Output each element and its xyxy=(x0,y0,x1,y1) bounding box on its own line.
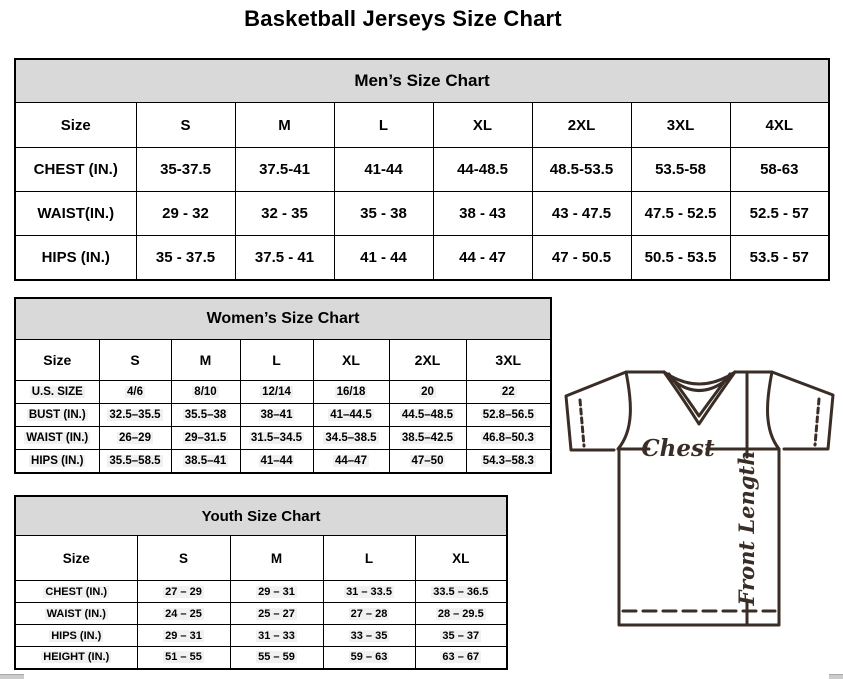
cell xyxy=(171,404,240,427)
left-cuff-dashed-line xyxy=(580,400,584,446)
cell: 47 - 50.5 xyxy=(532,236,631,280)
cell: 29 - 32 xyxy=(136,192,235,236)
mens-col-s: S xyxy=(136,103,235,148)
cell xyxy=(323,647,415,669)
cell-text: 44–47 xyxy=(335,454,367,467)
table-row xyxy=(15,236,829,280)
cell: 35 - 37.5 xyxy=(136,236,235,280)
cell-text: 22 xyxy=(501,386,515,398)
cell-text: 54.3–58.3 xyxy=(482,454,534,467)
cell xyxy=(171,381,240,404)
cell xyxy=(99,404,171,427)
youth-chart-title: Youth Size Chart xyxy=(15,496,507,536)
cell: 35 - 38 xyxy=(334,192,433,236)
mens-col-xl: XL xyxy=(433,103,532,148)
cell-text: 38–41 xyxy=(260,409,293,421)
row-label xyxy=(15,381,99,404)
mens-size-chart-table xyxy=(14,58,830,281)
womens-col-xl: XL xyxy=(313,340,389,381)
womens-col-size: Size xyxy=(15,340,99,381)
cell xyxy=(230,625,323,647)
cell: 38 - 43 xyxy=(433,192,532,236)
youth-col-s: S xyxy=(137,536,230,581)
cell-text: 24 – 25 xyxy=(165,607,202,620)
cell-text: 27 – 29 xyxy=(165,585,202,598)
table-row xyxy=(15,381,551,404)
cell xyxy=(466,427,551,450)
row-label xyxy=(15,647,137,669)
cell xyxy=(389,381,466,404)
cell-text: 29 – 31 xyxy=(258,585,295,598)
cell xyxy=(415,603,507,625)
row-label xyxy=(15,427,99,450)
cell-text: 55 – 59 xyxy=(258,651,295,664)
womens-chart-title-row xyxy=(15,298,551,340)
mens-header-row xyxy=(15,103,829,148)
row-label xyxy=(15,404,99,427)
cell xyxy=(171,450,240,473)
mens-chart-title: Men’s Size Chart xyxy=(15,59,829,103)
cell xyxy=(171,427,240,450)
youth-col-xl: XL xyxy=(415,536,507,581)
front-length-label: Front Length xyxy=(734,450,759,606)
cell xyxy=(137,647,230,669)
cell: 53.5-58 xyxy=(631,148,730,192)
table-row xyxy=(15,148,829,192)
cell-text: 33.5 – 36.5 xyxy=(433,585,489,598)
table-row xyxy=(15,404,551,427)
right-cuff-dashed-line xyxy=(815,399,819,445)
mens-chart-title-row xyxy=(15,59,829,103)
cell-text: 34.5–38.5 xyxy=(325,432,377,444)
cell-text: CHEST (IN.) xyxy=(45,585,108,598)
youth-col-m: M xyxy=(230,536,323,581)
table-row xyxy=(15,581,507,603)
table-row xyxy=(15,603,507,625)
row-label: HIPS (IN.) xyxy=(15,236,136,280)
cell-text: 52.8–56.5 xyxy=(482,409,534,421)
cell-text: 16/18 xyxy=(336,386,366,398)
cell-text: 8/10 xyxy=(194,386,217,398)
youth-col-size: Size xyxy=(15,536,137,581)
cell-text: 59 – 63 xyxy=(350,651,388,664)
cell xyxy=(240,381,313,404)
cell: 43 - 47.5 xyxy=(532,192,631,236)
cell xyxy=(466,381,551,404)
cell xyxy=(466,404,551,427)
chest-label: Chest xyxy=(641,435,715,462)
cell-text: HIPS (IN.) xyxy=(31,454,84,467)
cell xyxy=(389,404,466,427)
cell: 48.5-53.5 xyxy=(532,148,631,192)
bottom-left-fragment xyxy=(0,674,24,679)
cell xyxy=(389,427,466,450)
cell-text: 46.8–50.3 xyxy=(482,432,534,444)
jersey-right-armhole-seam xyxy=(768,372,779,449)
table-row xyxy=(15,625,507,647)
table-row xyxy=(15,647,507,669)
cell xyxy=(99,427,171,450)
womens-header-row xyxy=(15,340,551,381)
row-label: CHEST (IN.) xyxy=(15,148,136,192)
cell xyxy=(323,581,415,603)
cell-text: 35.5–38 xyxy=(184,409,227,421)
cell-text: HEIGHT (IN.) xyxy=(43,651,110,664)
cell xyxy=(99,450,171,473)
cell-text: 41–44.5 xyxy=(330,409,372,421)
cell-text: 4/6 xyxy=(127,386,143,398)
cell xyxy=(137,581,230,603)
cell-text: 29 – 31 xyxy=(165,629,202,642)
bottom-right-fragment xyxy=(829,674,843,679)
cell xyxy=(415,581,507,603)
mens-col-3xl: 3XL xyxy=(631,103,730,148)
jersey-left-armhole-seam xyxy=(618,372,630,449)
cell xyxy=(389,450,466,473)
cell xyxy=(240,450,313,473)
row-label: WAIST(IN.) xyxy=(15,192,136,236)
cell-text: 41–44 xyxy=(260,454,293,467)
cell xyxy=(230,581,323,603)
cell-text: 32.5–35.5 xyxy=(109,409,161,421)
cell xyxy=(230,647,323,669)
row-label xyxy=(15,625,137,647)
cell xyxy=(415,625,507,647)
cell-text: 27 – 28 xyxy=(350,607,388,620)
cell-text: WAIST (IN.) xyxy=(26,432,89,444)
cell: 52.5 - 57 xyxy=(730,192,829,236)
youth-chart-title-row xyxy=(15,496,507,536)
cell: 44-48.5 xyxy=(433,148,532,192)
cell-text: 47–50 xyxy=(411,454,444,467)
cell xyxy=(230,603,323,625)
cell xyxy=(99,381,171,404)
cell xyxy=(313,381,389,404)
row-label xyxy=(15,450,99,473)
youth-col-l: L xyxy=(323,536,415,581)
cell-text: 29–31.5 xyxy=(184,432,227,444)
cell xyxy=(137,603,230,625)
youth-size-chart-table xyxy=(14,495,508,670)
cell: 32 - 35 xyxy=(235,192,334,236)
page-title: Basketball Jerseys Size Chart xyxy=(244,6,562,31)
womens-size-chart-table xyxy=(14,297,552,474)
cell: 44 - 47 xyxy=(433,236,532,280)
cell-text: 28 – 29.5 xyxy=(437,607,484,620)
cell-text: 25 – 27 xyxy=(258,607,295,620)
cell: 37.5-41 xyxy=(235,148,334,192)
jersey-measurement-diagram xyxy=(556,360,843,679)
womens-col-m: M xyxy=(171,340,240,381)
cell-text: 38.5–41 xyxy=(184,454,227,467)
womens-col-l: L xyxy=(240,340,313,381)
table-row xyxy=(15,192,829,236)
cell-text: 33 – 35 xyxy=(350,629,388,642)
cell-text: 31 – 33 xyxy=(258,629,295,642)
cell: 37.5 - 41 xyxy=(235,236,334,280)
cell-text: 12/14 xyxy=(262,386,291,398)
mens-col-size: Size xyxy=(15,103,136,148)
cell-text: 51 – 55 xyxy=(165,651,202,664)
cell: 58-63 xyxy=(730,148,829,192)
table-row xyxy=(15,450,551,473)
cell-text: 31 – 33.5 xyxy=(346,585,392,598)
cell-text: 35.5–58.5 xyxy=(109,454,161,467)
womens-col-s: S xyxy=(99,340,171,381)
cell xyxy=(466,450,551,473)
cell-text: 38.5–42.5 xyxy=(401,432,454,444)
cell xyxy=(323,625,415,647)
cell: 41 - 44 xyxy=(334,236,433,280)
cell-text: 20 xyxy=(421,386,434,398)
mens-col-m: M xyxy=(235,103,334,148)
cell: 53.5 - 57 xyxy=(730,236,829,280)
youth-header-row xyxy=(15,536,507,581)
cell xyxy=(240,404,313,427)
cell xyxy=(137,625,230,647)
mens-col-l: L xyxy=(334,103,433,148)
womens-col-2xl: 2XL xyxy=(389,340,466,381)
cell: 47.5 - 52.5 xyxy=(631,192,730,236)
row-label xyxy=(15,581,137,603)
table-row xyxy=(15,427,551,450)
cell xyxy=(313,427,389,450)
cell: 50.5 - 53.5 xyxy=(631,236,730,280)
cell xyxy=(240,427,313,450)
mens-col-4xl: 4XL xyxy=(730,103,829,148)
cell-text: 63 – 67 xyxy=(442,651,480,664)
row-label xyxy=(15,603,137,625)
cell-text: U.S. SIZE xyxy=(31,386,83,398)
cell xyxy=(415,647,507,669)
cell xyxy=(323,603,415,625)
cell xyxy=(313,450,389,473)
womens-chart-title: Women’s Size Chart xyxy=(15,298,551,340)
cell-text: 35 – 37 xyxy=(442,629,480,642)
cell-text: BUST (IN.) xyxy=(28,409,86,421)
cell: 35-37.5 xyxy=(136,148,235,192)
cell: 41-44 xyxy=(334,148,433,192)
cell-text: 26–29 xyxy=(119,432,151,444)
womens-col-3xl: 3XL xyxy=(466,340,551,381)
cell-text: 44.5–48.5 xyxy=(401,409,454,421)
mens-col-2xl: 2XL xyxy=(532,103,631,148)
cell xyxy=(313,404,389,427)
cell-text: HIPS (IN.) xyxy=(51,629,102,642)
cell-text: WAIST (IN.) xyxy=(46,607,106,620)
cell-text: 31.5–34.5 xyxy=(250,432,303,444)
